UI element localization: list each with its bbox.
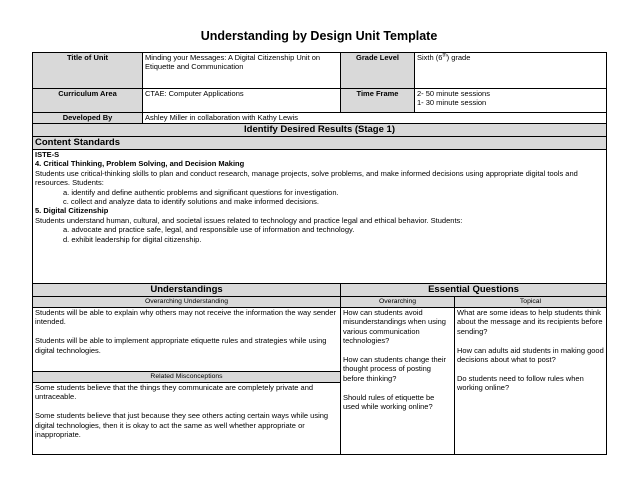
content-standards-heading: Content Standards — [33, 137, 607, 150]
standard-set: ISTE-S — [35, 150, 60, 159]
document-title: Understanding by Design Unit Template — [200, 29, 438, 43]
topical-question: How can adults aid students in making good decisions about what to post? — [457, 345, 604, 365]
related-misconceptions-label: Related Misconceptions — [33, 372, 341, 383]
misconception-item: Some students believe that just because they see others acting certain ways while using digital technologies, then it is okay to act the same as well whether appropriate or inappropriate. — [35, 411, 329, 440]
developed-by-label: Developed By — [33, 113, 143, 124]
standard-4-description: Students use critical-thinking skills to plan and conduct research, manage projects, solve problems, and make informed decisions using appropriate digital tools and resources. Students: — [35, 168, 578, 188]
stage1-heading: Identify Desired Results (Stage 1) — [33, 124, 607, 137]
overarching-question: Should rules of etiquette be used while working online? — [343, 392, 435, 412]
unit-template-table — [32, 52, 607, 455]
related-misconceptions-body — [33, 383, 341, 455]
misconception-item: Some students believe that the things they communicate are completely private and untraceable. — [35, 383, 314, 402]
understanding-item: Students will be able to implement appropriate etiquette rules and strategies while using digital technologies. — [35, 336, 327, 355]
standard-4-title: 4. Critical Thinking, Problem Solving, and Decision Making — [35, 159, 245, 169]
overarching-understanding-body — [33, 308, 341, 372]
overarching-question: How can students avoid misunderstandings when using various communication technologies? — [343, 308, 446, 346]
curriculum-area-label: Curriculum Area — [33, 89, 143, 113]
time-frame-label: Time Frame — [341, 89, 415, 113]
essential-questions-heading: Essential Questions — [341, 284, 607, 297]
content-standards-body — [33, 150, 607, 284]
time-frame-line: 1- 30 minute session — [417, 98, 487, 108]
title-of-unit-value: Minding your Messages: A Digital Citizenship Unit on Etiquette and Communication — [143, 53, 341, 89]
time-frame-line: 2- 50 minute sessions — [417, 89, 490, 98]
standard-5-description: Students understand human, cultural, and societal issues related to technology and practice legal and ethical behavior. Students: — [35, 215, 463, 225]
standard-5-title: 5. Digital Citizenship — [35, 206, 109, 216]
curriculum-area-value: CTAE: Computer Applications — [143, 89, 341, 113]
grade-level-value: Sixth (6th) grade — [415, 53, 607, 89]
overarching-questions-body — [341, 308, 455, 455]
understandings-heading: Understandings — [33, 284, 341, 297]
topical-question: Do students need to follow rules when working online? — [457, 373, 584, 393]
standard-5-item: a. advocate and practice safe, legal, and responsible use of information and technology. — [63, 225, 355, 235]
topical-questions-label: Topical — [455, 297, 607, 308]
understanding-item: Students will be able to explain why others may not receive the information the way sender intended. — [35, 308, 336, 327]
topical-questions-body — [455, 308, 607, 455]
time-frame-value — [415, 89, 607, 113]
developed-by-value: Ashley Miller in collaboration with Kathy Lewis — [143, 113, 607, 124]
overarching-question: How can students change their thought process of posting before thinking? — [343, 355, 446, 383]
standard-5-item: d. exhibit leadership for digital citizenship. — [63, 234, 202, 244]
topical-question: What are some ideas to help students think about the message and its recipients before sending? — [457, 308, 603, 336]
overarching-understanding-label: Overarching Understanding — [33, 297, 341, 308]
standard-4-item: c. collect and analyze data to identify solutions and make informed decisions. — [63, 197, 319, 207]
title-of-unit-label: Title of Unit — [33, 53, 143, 89]
standard-4-item: a. identify and define authentic problems and significant questions for investigation. — [63, 187, 339, 197]
grade-level-label: Grade Level — [341, 53, 415, 89]
overarching-questions-label: Overarching — [341, 297, 455, 308]
